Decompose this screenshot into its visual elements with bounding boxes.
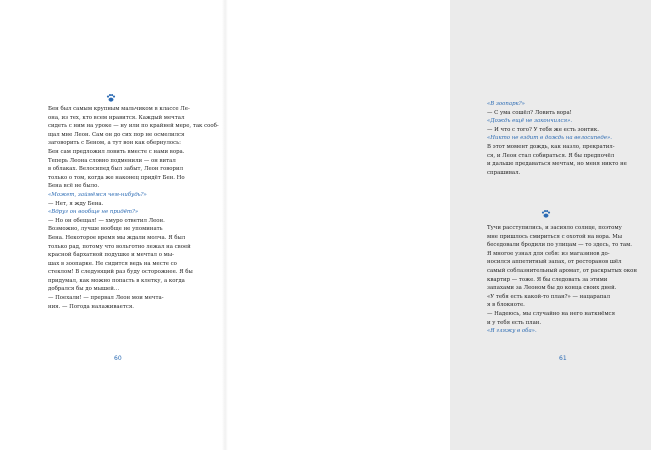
text-line: она, из тех, кто всем нравится. Каждый мечтал <box>48 114 185 121</box>
text-line: — Поехали! — прервал Леон мои мечта- <box>48 295 164 302</box>
text-line: — С ума сошёл? Ловить вора! <box>487 109 572 116</box>
text-line: квартир — тоже. Я бы следовать за этими <box>487 276 608 283</box>
text-line: щал мне Леон. Сам он до сих пор не осмелился <box>48 131 185 138</box>
text-line: — Надеюсь, мы случайно на него наткнёмся <box>487 310 615 317</box>
text-line: Тучи расступились, и засияло солнце, поэтому <box>487 225 622 231</box>
text-line: носился аппетитный запах, от ресторанов шёл <box>487 259 622 266</box>
text-line: шах в зоопарке. Не сидится ведь на месте со <box>48 260 177 267</box>
text-line: Бена всё не было. <box>48 183 100 190</box>
paw-print-icon <box>541 209 551 219</box>
text-line: ся, и Леон стал собираться. Я бы предпочёл <box>487 152 615 159</box>
text-line-thought: «Я гляжу в оба». <box>487 328 537 335</box>
text-line: «У тебя есть какой-то план?» — нацарапал <box>487 293 611 300</box>
text-line-thought: «Вдруг он вообще не придёт?» <box>48 209 139 216</box>
left-page-body-text <box>48 105 219 311</box>
text-line: Я многое узнал для себя: из магазинов до- <box>487 250 610 257</box>
text-line: заговорить с Беном, а тут вон как обернулось: <box>48 140 181 147</box>
text-line: Бен был самым крупным мальчиком в классе Ле- <box>48 106 190 112</box>
text-line: Бен сам предложил ловить вместе с нами вора. <box>48 148 185 155</box>
page-number-right: 61 <box>559 355 567 362</box>
text-line: только рад, потому что вольготно лежал на своей <box>48 243 191 250</box>
text-line: самый соблазнительный аромат, от раскрытых окон <box>487 267 637 274</box>
text-line-thought: «Никто не ездит в дождь на велосипеде». <box>487 135 613 142</box>
text-line: стеклом! В следующий раз буду осторожнее. Я бы <box>48 269 193 276</box>
text-line: Бена. Некоторое время мы ждали молча. Я был <box>48 234 186 241</box>
text-line-thought: «В зоопарк?» <box>487 101 525 107</box>
text-line: — Но он обещал! — хмуро ответил Леон. <box>48 217 165 224</box>
page-number-left: 60 <box>114 355 122 362</box>
right-page-body-text-bottom <box>487 224 651 336</box>
right-page-body-text-top <box>487 100 651 177</box>
paw-print-icon <box>106 93 116 103</box>
text-line: — Нет, я жду Бена. <box>48 200 104 207</box>
text-line: Возможно, лучше вообще не упоминать <box>48 226 163 233</box>
text-line: только о том, когда же наконец придёт Бен. Но <box>48 174 185 181</box>
text-line: и у тебя есть план. <box>487 319 542 326</box>
text-line: красной бархатной подушке и мечтал о мы- <box>48 252 174 259</box>
text-line: запахами за Леоном бы до конца своих дней. <box>487 285 617 292</box>
text-line: спрашивал. <box>487 169 521 176</box>
text-line: Теперь Леона словно подменили — он витал <box>48 157 176 164</box>
text-line: добрался бы до мышей… <box>48 286 120 293</box>
text-line: я в блокноте. <box>487 302 525 309</box>
text-line: в облаках. Велосипед был забыт, Леон говорил <box>48 166 184 173</box>
right-page <box>225 0 637 450</box>
text-line-thought: «Может, займёмся чем-нибудь?» <box>48 191 147 198</box>
text-line: ния. — Погода налаживается. <box>48 303 134 310</box>
left-page <box>0 0 225 450</box>
text-line: сидеть с ним на уроке — ну или по крайней мере, так сооб- <box>48 123 219 130</box>
text-line-thought: «Дождь ещё не закончился». <box>487 118 573 125</box>
text-line: мне пришлось смириться с охотой на вора. Мы <box>487 233 623 240</box>
text-line: придумал, как можно попасть в клетку, а когда <box>48 277 185 284</box>
text-line: — И что с того? У тебя же есть зонтик. <box>487 126 599 133</box>
text-line: В этот момент дождь, как назло, прекратил- <box>487 143 615 150</box>
text-line: беседовали бродили по улицам — то здесь, то там. <box>487 242 633 249</box>
text-line: и дальше предаваться мечтам, но меня никто не <box>487 161 627 168</box>
